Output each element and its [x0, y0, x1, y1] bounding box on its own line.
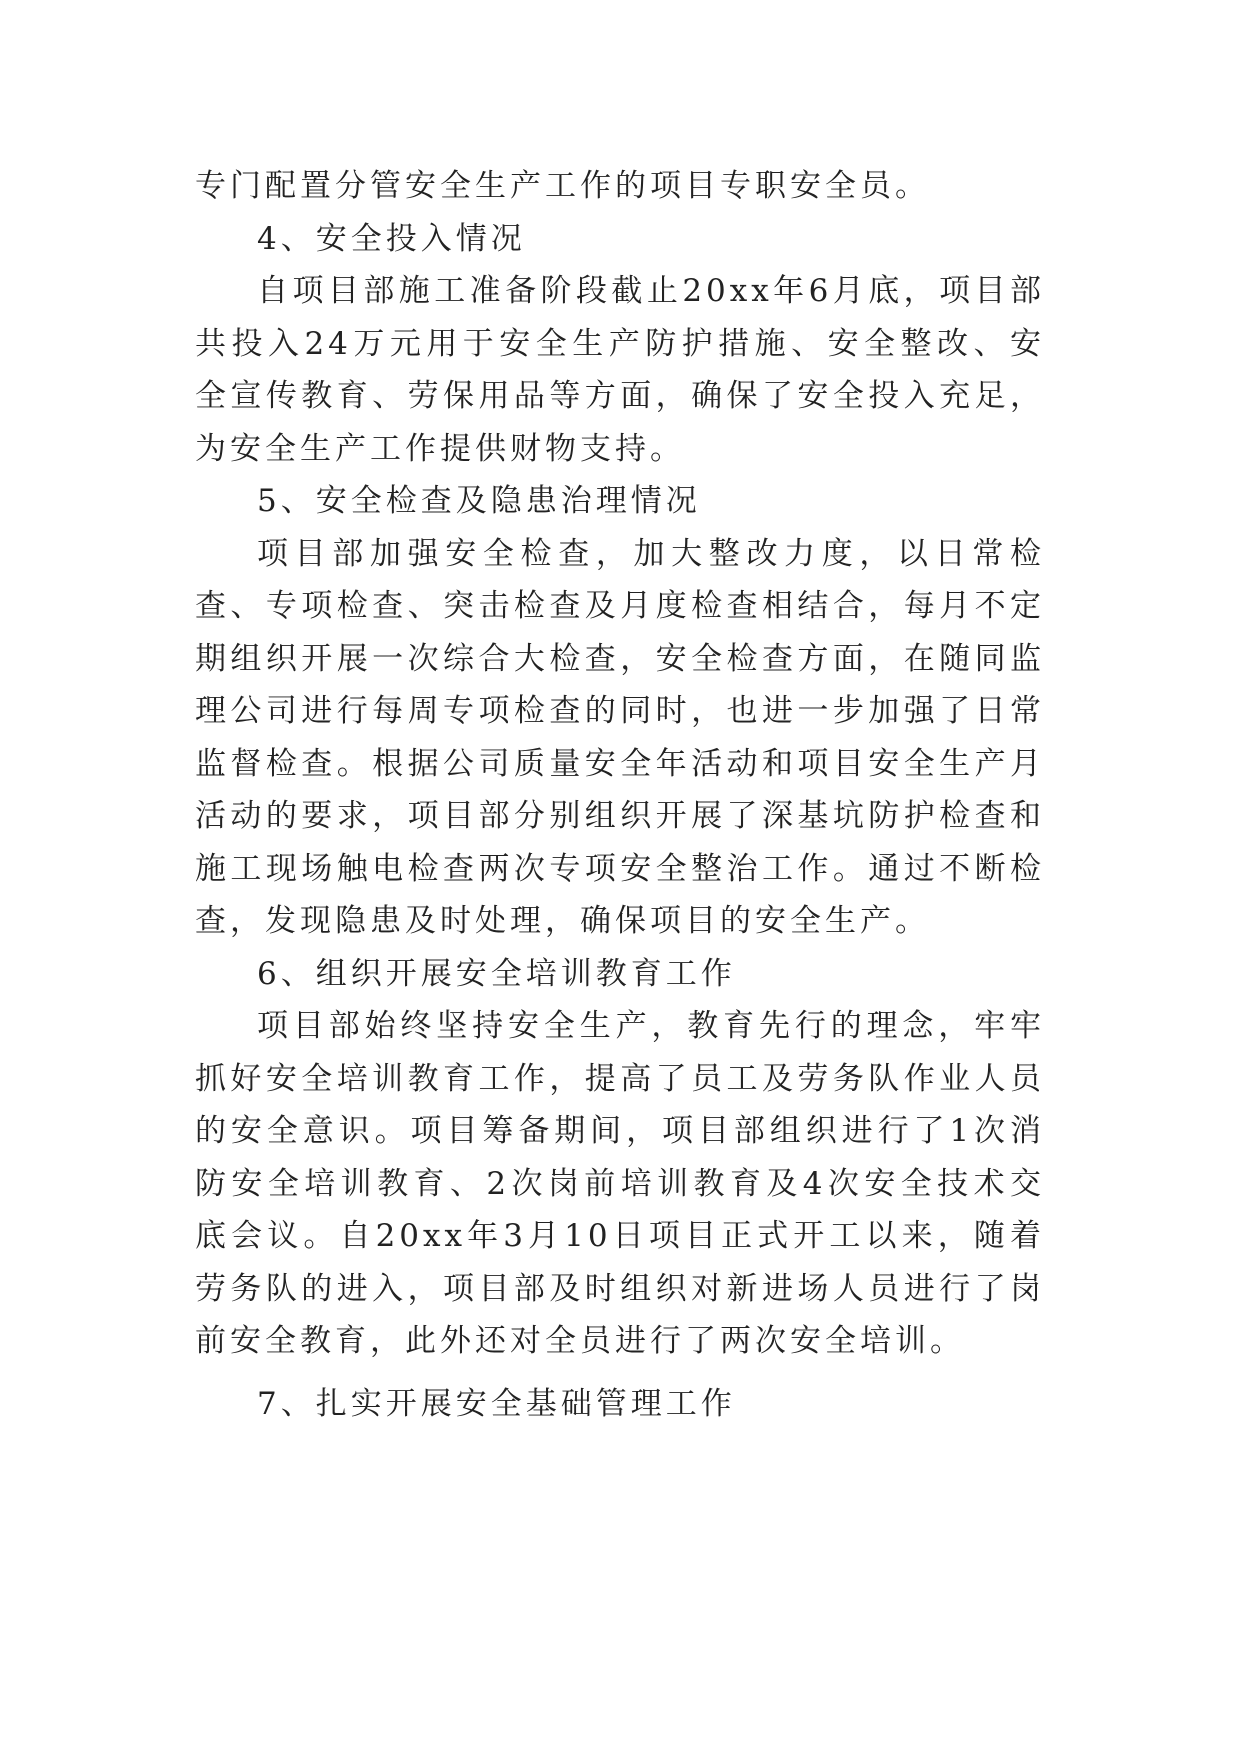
paragraph-continuation: 专门配置分管安全生产工作的项目专职安全员。 [195, 168, 930, 204]
paragraph-safety-inspection: 项目部加强安全检查，加大整改力度，以日常检查、专项检查、突击检查及月度检查相结合，每月不定期组织开展一次综合大检查，安全检查方面，在随同监理公司进行每周专项检查的同时，也进一步加强了日常监督检查。根据公司质量安全年活动和项目安全生产月活动的要求，项目部分别组织开展了深基坑防护检查和施工现场触电检查两次专项安全整治工作。通过不断检查，发现隐患及时处理，确保项目的安全生产。 [195, 535, 1045, 939]
paragraph-safety-investment: 自项目部施工准备阶段截止20xx年6月底，项目部共投入24万元用于安全生产防护措施、安全整改、安全宣传教育、劳保用品等方面，确保了安全投入充足，为安全生产工作提供财物支持。 [195, 273, 1045, 467]
document-body [195, 160, 1045, 1430]
section-heading-7: 7、扎实开展安全基础管理工作 [257, 1385, 736, 1422]
section-heading-5: 5、安全检查及隐患治理情况 [257, 483, 701, 519]
section-heading-4: 4、安全投入情况 [257, 220, 526, 257]
section-heading-6: 6、组织开展安全培训教育工作 [257, 955, 736, 992]
paragraph-safety-training: 项目部始终坚持安全生产，教育先行的理念，牢牢抓好安全培训教育工作，提高了员工及劳务队作业人员的安全意识。项目筹备期间，项目部组织进行了1次消防安全培训教育、2次岗前培训教育及4次安全技术交底会议。自20xx年3月10日项目正式开工以来，随着劳务队的进入，项目部及时组织对新进场人员进行了岗前安全教育，此外还对全员进行了两次安全培训。 [195, 1008, 1045, 1359]
